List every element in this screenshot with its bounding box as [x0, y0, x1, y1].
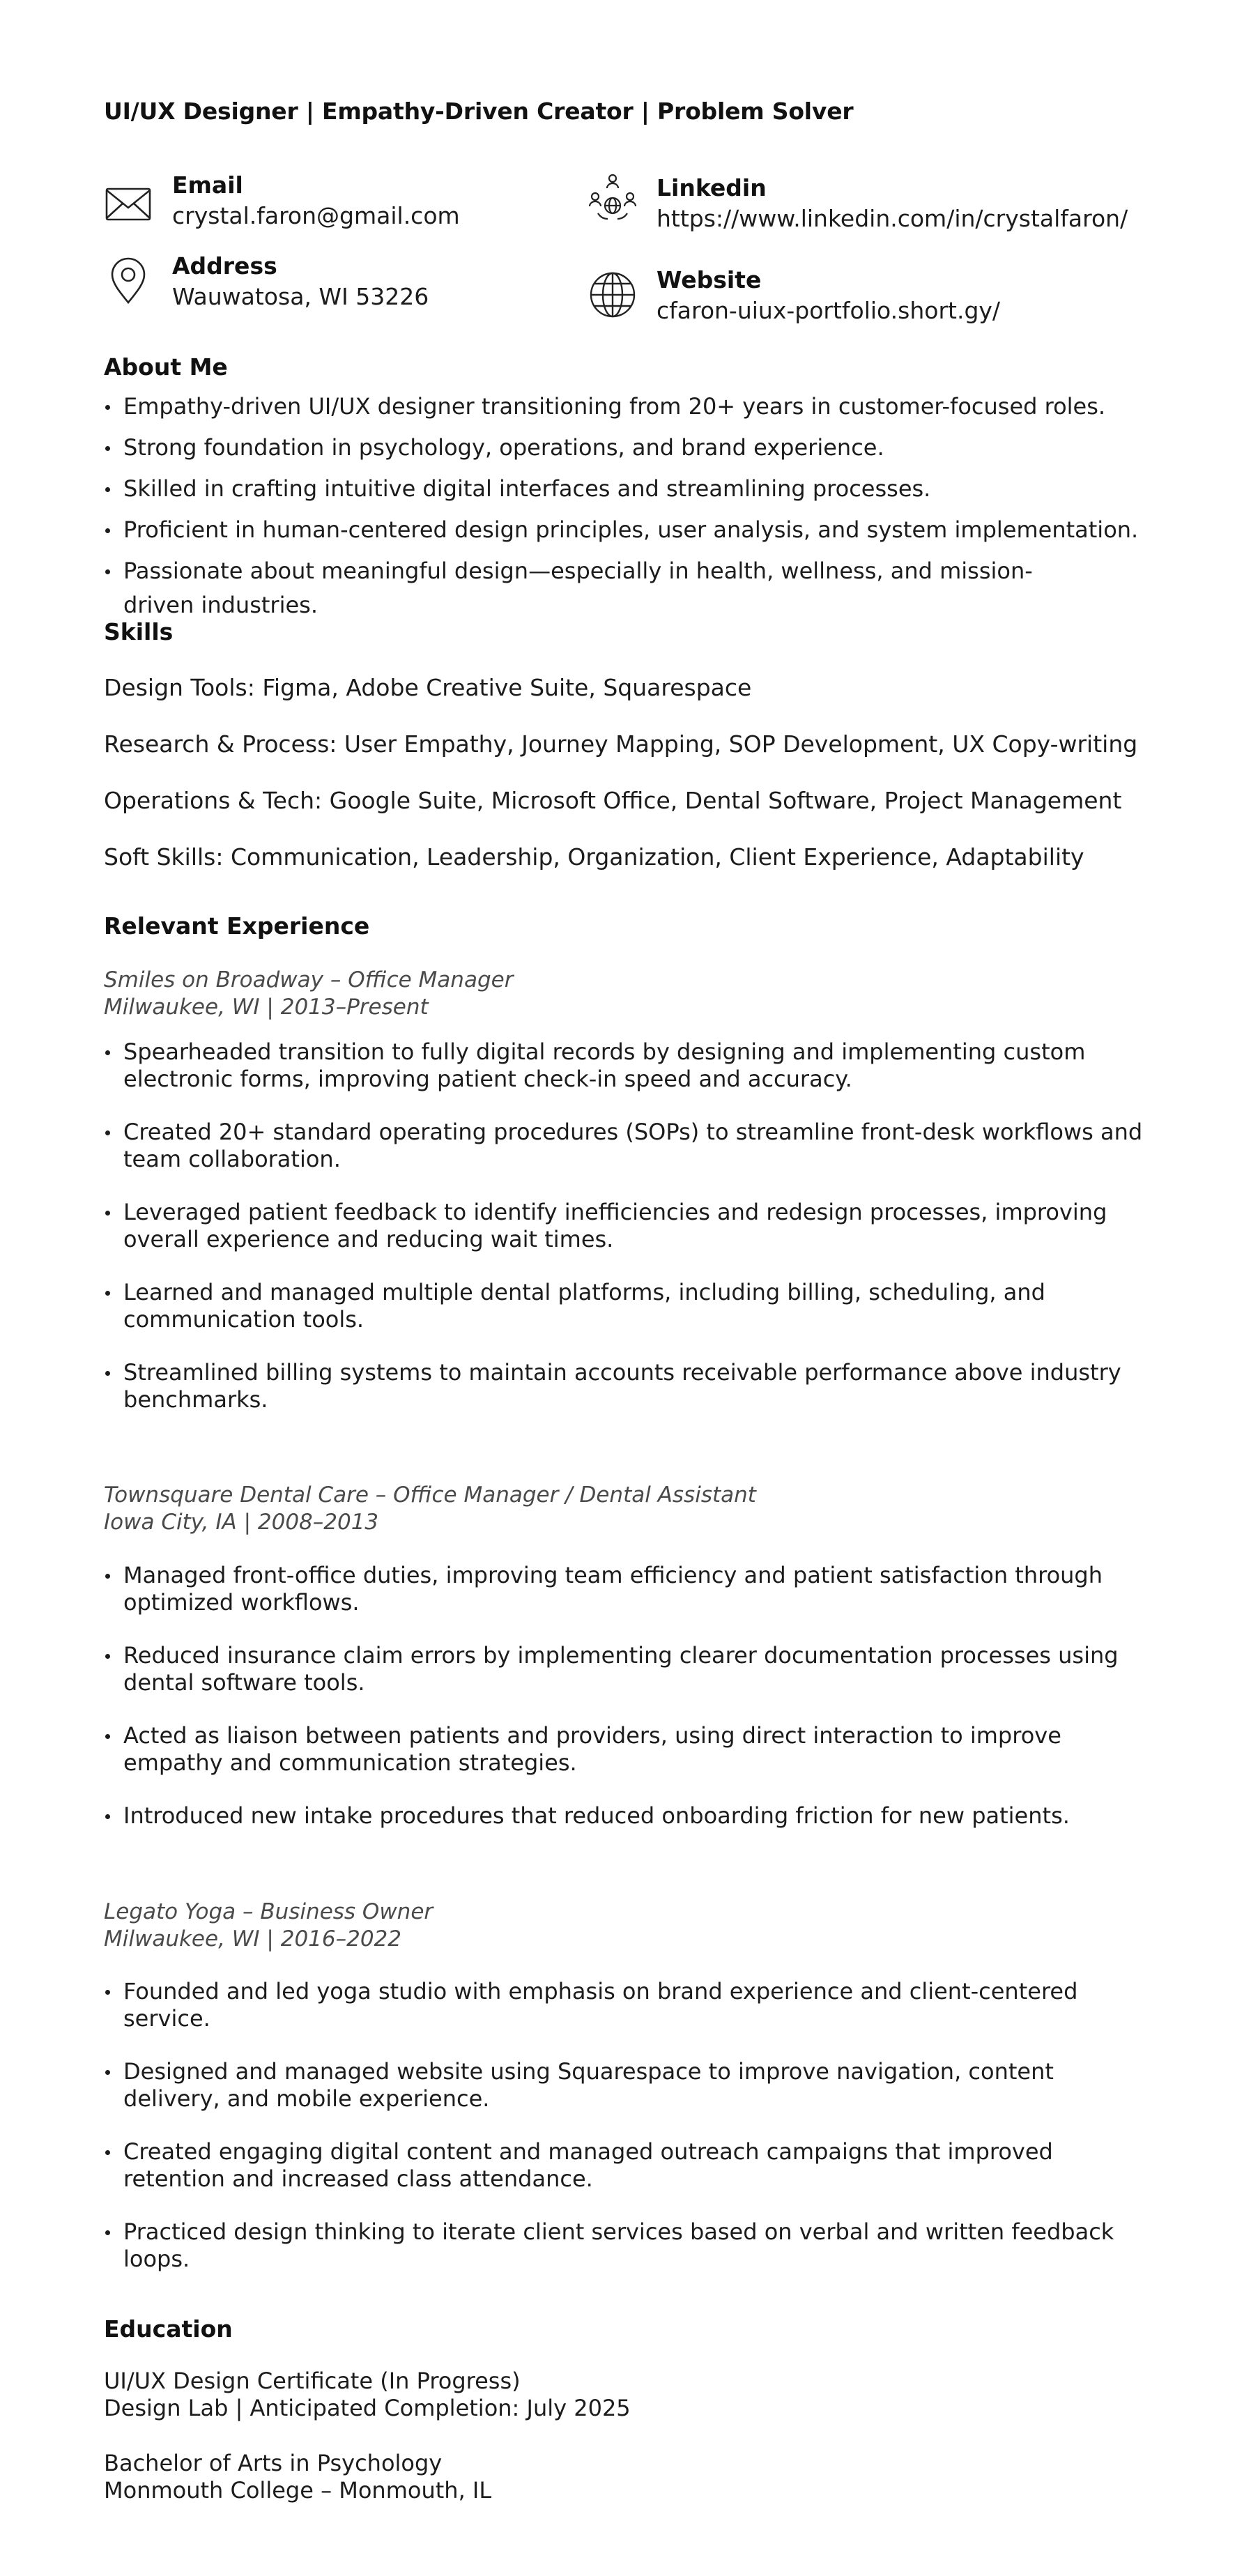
network-people-icon: [588, 173, 637, 222]
email-label: Email: [172, 171, 243, 199]
skill-line: Research & Process: User Empathy, Journey Mapping, SOP Development, UX Copy-writing: [104, 730, 1138, 758]
list-item: Strong foundation in psychology, operations, and brand experience.: [104, 431, 1149, 465]
skill-line: Design Tools: Figma, Adobe Creative Suite, Squarespace: [104, 674, 752, 701]
list-item: Designed and managed website using Squarespace to improve navigation, content delivery, and mobile experience.: [104, 2058, 1149, 2113]
address-value: Wauwatosa, WI 53226: [172, 283, 429, 310]
list-item: Created engaging digital content and managed outreach campaigns that improved retention and increased class attendance.: [104, 2138, 1149, 2193]
list-item: Empathy-driven UI/UX designer transitioning from 20+ years in customer-focused roles.: [104, 390, 1149, 424]
list-item: Skilled in crafting intuitive digital interfaces and streamlining processes.: [104, 472, 1149, 506]
email-value[interactable]: crystal.faron@gmail.com: [172, 202, 460, 229]
list-item: Spearheaded transition to fully digital records by designing and implementing custom electronic forms, improving patient check-in speed and accuracy.: [104, 1038, 1149, 1093]
website-label: Website: [657, 266, 762, 293]
education-line: Monmouth College – Monmouth, IL: [104, 2477, 492, 2504]
envelope-icon: [104, 180, 153, 229]
location-pin-icon: [104, 256, 153, 305]
list-item: Learned and managed multiple dental platforms, including billing, scheduling, and communication tools.: [104, 1279, 1149, 1333]
list-item: Acted as liaison between patients and providers, using direct interaction to improve empathy and communication strategies.: [104, 1722, 1149, 1777]
website-value[interactable]: cfaron-uiux-portfolio.short.gy/: [657, 297, 1001, 324]
list-item: Created 20+ standard operating procedures (SOPs) to streamline front-desk workflows and team collaboration.: [104, 1119, 1149, 1173]
list-item: Passionate about meaningful design—especially in health, wellness, and mission-driven industries.: [104, 554, 1078, 622]
experience-title: Relevant Experience: [104, 912, 370, 940]
about-list: [104, 390, 1149, 629]
list-item: Managed front-office duties, improving team efficiency and patient satisfaction through optimized workflows.: [104, 1562, 1149, 1616]
job-meta: Milwaukee, WI | 2016–2022: [104, 1926, 402, 1952]
skill-line: Soft Skills: Communication, Leadership, Organization, Client Experience, Adaptability: [104, 843, 1084, 871]
education-line: Bachelor of Arts in Psychology: [104, 2450, 443, 2476]
skills-title: Skills: [104, 618, 174, 645]
globe-icon: [588, 270, 637, 319]
job-title: Smiles on Broadway – Office Manager: [104, 967, 514, 992]
headline: UI/UX Designer | Empathy-Driven Creator | Problem Solver: [104, 98, 854, 125]
job-meta: Milwaukee, WI | 2013–Present: [104, 995, 429, 1020]
education-line: Design Lab | Anticipated Completion: July 2025: [104, 2395, 631, 2421]
job-title: Legato Yoga – Business Owner: [104, 1899, 433, 1924]
job-bullets: [104, 1562, 1149, 1855]
job-bullets: [104, 1978, 1149, 2299]
address-label: Address: [172, 252, 277, 279]
list-item: Reduced insurance claim errors by implementing clearer documentation processes using dental software tools.: [104, 1642, 1149, 1696]
list-item: Proficient in human-centered design principles, user analysis, and system implementation.: [104, 513, 1149, 547]
list-item: Founded and led yoga studio with emphasis on brand experience and client-centered service.: [104, 1978, 1149, 2032]
list-item: Leveraged patient feedback to identify inefficiencies and redesign processes, improving overall experience and reducing wait times.: [104, 1199, 1149, 1253]
list-item: Introduced new intake procedures that reduced onboarding friction for new patients.: [104, 1802, 1149, 1830]
skill-line: Operations & Tech: Google Suite, Microsoft Office, Dental Software, Project Management: [104, 787, 1122, 814]
job-title: Townsquare Dental Care – Office Manager / Dental Assistant: [104, 1482, 756, 1508]
linkedin-label: Linkedin: [657, 174, 767, 201]
job-meta: Iowa City, IA | 2008–2013: [104, 1510, 379, 1535]
education-title: Education: [104, 2315, 233, 2343]
list-item: Practiced design thinking to iterate client services based on verbal and written feedback loops.: [104, 2218, 1149, 2273]
list-item: Streamlined billing systems to maintain accounts receivable performance above industry benchmarks.: [104, 1359, 1149, 1413]
about-title: About Me: [104, 353, 228, 381]
linkedin-value[interactable]: https://www.linkedin.com/in/crystalfaron/: [657, 205, 1128, 232]
job-bullets: [104, 1038, 1149, 1439]
education-line: UI/UX Design Certificate (In Progress): [104, 2368, 521, 2394]
